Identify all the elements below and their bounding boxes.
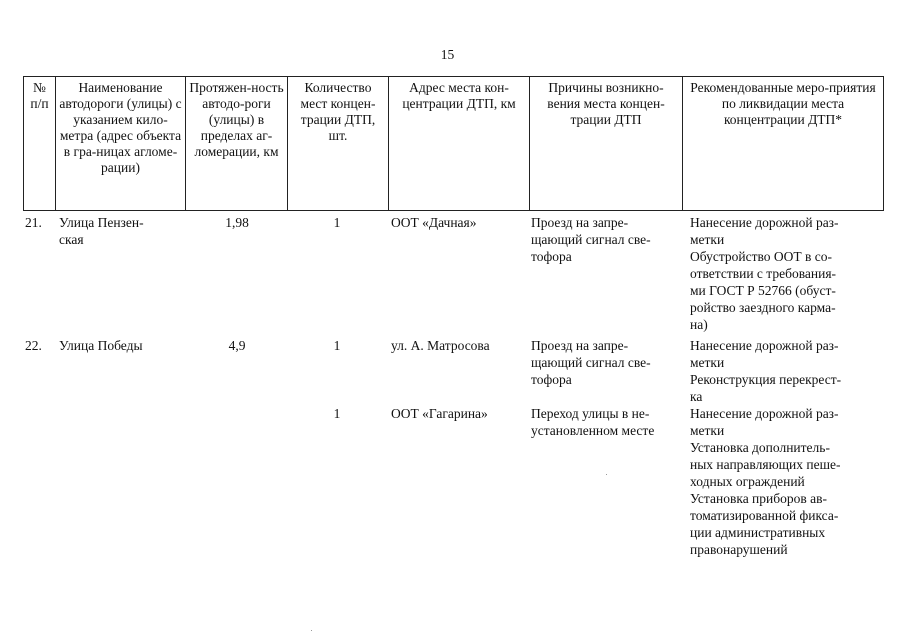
accident-cause: Проезд на запре- щающий сигнал све- тофора [531,215,651,264]
road-name: Улица Пензен- ская [59,215,144,247]
recommendation-item: Реконструкция перекрест- ка [690,372,842,404]
column-header-recommendations: Рекомендованные меро-приятия по ликвидации места концентрации ДТП* [683,77,884,211]
scan-speck [311,630,312,631]
page-number: 15 [440,47,455,62]
recommendation-item: Нанесение дорожной раз- метки [690,215,839,247]
row-number: 22. [25,338,42,353]
column-header-length: Протяжен-ность автодо-роги (улицы) в пределах аг-ломерации, км [186,77,288,211]
accident-cause: Проезд на запре- щающий сигнал све- тофора [531,338,651,387]
recommendation-item: Установка приборов ав- томатизированной фикса- ции административных правонарушений [690,491,839,557]
column-header-cause: Причины возникно-вения места концен-трации ДТП [530,77,683,211]
accident-cause: Переход улицы в не- установленном месте [531,406,655,438]
recommendation-item: Нанесение дорожной раз- метки [690,338,839,370]
recommendation-item: Нанесение дорожной раз- метки [690,406,839,438]
table-header [23,76,884,211]
column-header-address: Адрес места кон-центрации ДТП, км [389,77,530,211]
accident-count: 1 [333,406,341,421]
column-header-road-name: Наименование автодороги (улицы) с указанием кило-метра (адрес объекта в гра-ницах агломе-рации) [56,77,186,211]
accident-count: 1 [333,338,341,353]
column-header-number: № п/п [24,77,56,211]
road-length: 4,9 [228,338,246,353]
recommendations [690,214,880,333]
accident-address: ООТ «Гагарина» [391,406,488,421]
scan-speck [606,474,607,475]
accident-address: ООТ «Дачная» [391,215,477,230]
road-length: 1,98 [225,215,249,230]
recommendation-item: Обустройство ООТ в со- ответствии с требования- ми ГОСТ Р 52766 (обуст- ройство заездного карма- на) [690,249,837,332]
row-number: 21. [25,215,42,230]
recommendations [690,337,880,405]
accident-count: 1 [333,215,341,230]
road-name: Улица Победы [59,338,143,353]
accident-address: ул. А. Матросова [391,338,490,353]
recommendations [690,405,880,558]
column-header-count: Количество мест концен-трации ДТП, шт. [288,77,389,211]
recommendation-item: Установка дополнитель- ных направляющих пеше- ходных ограждений [690,440,841,489]
